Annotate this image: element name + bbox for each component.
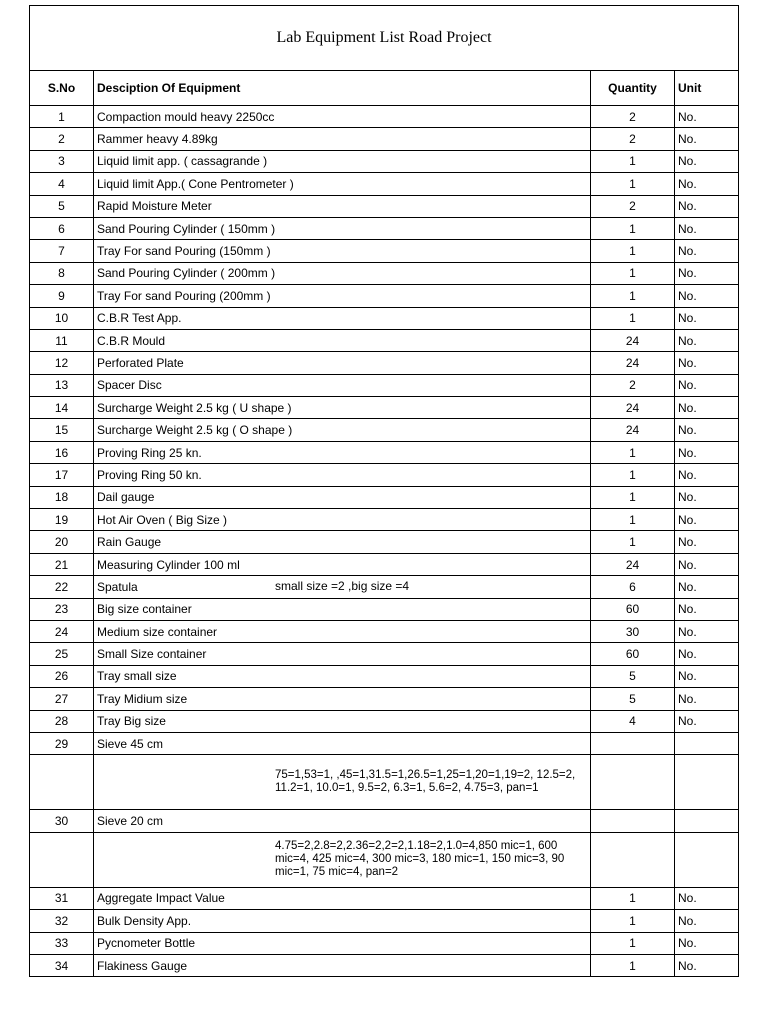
cell-unit: No. bbox=[675, 128, 739, 150]
cell-quantity: 5 bbox=[591, 688, 675, 710]
cell-quantity: 1 bbox=[591, 531, 675, 553]
cell-sno: 30 bbox=[30, 810, 94, 832]
table-row bbox=[30, 732, 739, 754]
cell-unit: No. bbox=[675, 688, 739, 710]
cell-sno: 1 bbox=[30, 106, 94, 128]
cell-sno: 21 bbox=[30, 553, 94, 575]
cell-quantity: 1 bbox=[591, 307, 675, 329]
cell-quantity: 5 bbox=[591, 665, 675, 687]
cell-unit: No. bbox=[675, 150, 739, 172]
cell-sno: 19 bbox=[30, 509, 94, 531]
cell-sno: 26 bbox=[30, 665, 94, 687]
cell-unit: No. bbox=[675, 106, 739, 128]
table-row bbox=[30, 374, 739, 396]
table-row bbox=[30, 240, 739, 262]
cell-unit: No. bbox=[675, 419, 739, 441]
cell-description: Small Size container bbox=[94, 643, 591, 665]
cell-unit: No. bbox=[675, 553, 739, 575]
cell-sno: 15 bbox=[30, 419, 94, 441]
table-row bbox=[30, 910, 739, 932]
cell-description: Spacer Disc bbox=[94, 374, 591, 396]
cell-quantity: 24 bbox=[591, 329, 675, 351]
cell-description: C.B.R Test App. bbox=[94, 307, 591, 329]
table-row bbox=[30, 217, 739, 239]
cell-description: Sand Pouring Cylinder ( 200mm ) bbox=[94, 262, 591, 284]
table-row bbox=[30, 128, 739, 150]
cell-unit: No. bbox=[675, 352, 739, 374]
table-row bbox=[30, 329, 739, 351]
cell-description bbox=[94, 576, 591, 598]
table-row bbox=[30, 688, 739, 710]
sieve-detail-row bbox=[30, 832, 739, 887]
cell-quantity bbox=[591, 810, 675, 832]
cell-sno bbox=[30, 832, 94, 887]
table-row bbox=[30, 262, 739, 284]
cell-quantity: 24 bbox=[591, 397, 675, 419]
cell-sno: 33 bbox=[30, 932, 94, 954]
cell-unit: No. bbox=[675, 576, 739, 598]
cell-description: Bulk Density App. bbox=[94, 910, 591, 932]
cell-sno: 7 bbox=[30, 240, 94, 262]
cell-quantity: 1 bbox=[591, 173, 675, 195]
table-row bbox=[30, 397, 739, 419]
table-body-3 bbox=[30, 887, 739, 977]
cell-quantity: 24 bbox=[591, 553, 675, 575]
cell-sno: 17 bbox=[30, 464, 94, 486]
cell-description: Tray For sand Pouring (150mm ) bbox=[94, 240, 591, 262]
table-row bbox=[30, 150, 739, 172]
table-row bbox=[30, 531, 739, 553]
cell-description bbox=[94, 832, 591, 887]
table-row bbox=[30, 710, 739, 732]
cell-description: Tray Midium size bbox=[94, 688, 591, 710]
cell-quantity: 2 bbox=[591, 128, 675, 150]
cell-quantity: 1 bbox=[591, 910, 675, 932]
cell-unit: No. bbox=[675, 262, 739, 284]
cell-sno: 11 bbox=[30, 329, 94, 351]
table-row bbox=[30, 598, 739, 620]
cell-description: Sieve 45 cm bbox=[94, 732, 591, 754]
equipment-table bbox=[29, 5, 739, 977]
cell-quantity: 1 bbox=[591, 932, 675, 954]
cell-unit: No. bbox=[675, 173, 739, 195]
cell-quantity: 1 bbox=[591, 441, 675, 463]
cell-quantity: 6 bbox=[591, 576, 675, 598]
cell-description: Medium size container bbox=[94, 620, 591, 642]
cell-unit: No. bbox=[675, 887, 739, 909]
cell-quantity: 1 bbox=[591, 954, 675, 976]
cell-quantity: 1 bbox=[591, 262, 675, 284]
cell-sno bbox=[30, 755, 94, 810]
cell-unit: No. bbox=[675, 932, 739, 954]
cell-description: Aggregate Impact Value bbox=[94, 887, 591, 909]
cell-unit bbox=[675, 755, 739, 810]
cell-description: Tray For sand Pouring (200mm ) bbox=[94, 285, 591, 307]
cell-sno: 29 bbox=[30, 732, 94, 754]
cell-unit: No. bbox=[675, 643, 739, 665]
cell-sno: 22 bbox=[30, 576, 94, 598]
cell-sno: 2 bbox=[30, 128, 94, 150]
cell-quantity: 1 bbox=[591, 887, 675, 909]
cell-description: Surcharge Weight 2.5 kg ( O shape ) bbox=[94, 419, 591, 441]
cell-sno: 5 bbox=[30, 195, 94, 217]
cell-quantity: 2 bbox=[591, 106, 675, 128]
table-row bbox=[30, 954, 739, 976]
cell-unit: No. bbox=[675, 710, 739, 732]
cell-sno: 28 bbox=[30, 710, 94, 732]
page-title: Lab Equipment List Road Project bbox=[30, 6, 739, 71]
cell-sno: 12 bbox=[30, 352, 94, 374]
table-row bbox=[30, 576, 739, 598]
cell-unit: No. bbox=[675, 441, 739, 463]
cell-description: Rain Gauge bbox=[94, 531, 591, 553]
cell-sno: 32 bbox=[30, 910, 94, 932]
table-row bbox=[30, 620, 739, 642]
cell-unit: No. bbox=[675, 217, 739, 239]
cell-sno: 24 bbox=[30, 620, 94, 642]
table-row bbox=[30, 441, 739, 463]
cell-sno: 34 bbox=[30, 954, 94, 976]
header-unit: Unit bbox=[675, 71, 739, 106]
table-row bbox=[30, 106, 739, 128]
cell-description: Sieve 20 cm bbox=[94, 810, 591, 832]
table-body-2 bbox=[30, 598, 739, 732]
cell-description bbox=[94, 755, 591, 810]
sieve-45-detail: 75=1,53=1, ,45=1,31.5=1,26.5=1,25=1,20=1,19=2, 12.5=2, 11.2=1, 10.0=1, 9.5=2, 6.3=1, 5.6=2, 4.75=3, pan=1 bbox=[275, 769, 576, 795]
cell-quantity: 4 bbox=[591, 710, 675, 732]
cell-description: Pycnometer Bottle bbox=[94, 932, 591, 954]
cell-description: Dail gauge bbox=[94, 486, 591, 508]
cell-quantity: 1 bbox=[591, 509, 675, 531]
cell-unit: No. bbox=[675, 910, 739, 932]
cell-unit: No. bbox=[675, 509, 739, 531]
cell-unit: No. bbox=[675, 329, 739, 351]
cell-sno: 27 bbox=[30, 688, 94, 710]
cell-sno: 9 bbox=[30, 285, 94, 307]
table-row bbox=[30, 419, 739, 441]
table-row bbox=[30, 307, 739, 329]
cell-sno: 8 bbox=[30, 262, 94, 284]
cell-unit: No. bbox=[675, 397, 739, 419]
cell-unit: No. bbox=[675, 598, 739, 620]
table-row bbox=[30, 173, 739, 195]
table-row bbox=[30, 665, 739, 687]
cell-quantity: 60 bbox=[591, 643, 675, 665]
cell-quantity bbox=[591, 732, 675, 754]
cell-quantity bbox=[591, 755, 675, 810]
cell-quantity: 60 bbox=[591, 598, 675, 620]
table-body-1 bbox=[30, 106, 739, 576]
cell-quantity bbox=[591, 832, 675, 887]
cell-quantity: 1 bbox=[591, 217, 675, 239]
cell-description: Proving Ring 50 kn. bbox=[94, 464, 591, 486]
cell-description: Hot Air Oven ( Big Size ) bbox=[94, 509, 591, 531]
table-row bbox=[30, 810, 739, 832]
cell-description: Surcharge Weight 2.5 kg ( U shape ) bbox=[94, 397, 591, 419]
cell-sno: 6 bbox=[30, 217, 94, 239]
cell-quantity: 1 bbox=[591, 285, 675, 307]
cell-unit: No. bbox=[675, 486, 739, 508]
cell-sno: 13 bbox=[30, 374, 94, 396]
cell-quantity: 1 bbox=[591, 150, 675, 172]
cell-unit: No. bbox=[675, 195, 739, 217]
cell-sno: 25 bbox=[30, 643, 94, 665]
cell-unit bbox=[675, 810, 739, 832]
cell-description: Big size container bbox=[94, 598, 591, 620]
title-row bbox=[30, 6, 739, 71]
cell-sno: 4 bbox=[30, 173, 94, 195]
table-row bbox=[30, 352, 739, 374]
cell-sno: 23 bbox=[30, 598, 94, 620]
header-quantity: Quantity bbox=[591, 71, 675, 106]
cell-sno: 20 bbox=[30, 531, 94, 553]
cell-description: Liquid limit app. ( cassagrande ) bbox=[94, 150, 591, 172]
cell-quantity: 1 bbox=[591, 240, 675, 262]
cell-unit: No. bbox=[675, 620, 739, 642]
cell-sno: 3 bbox=[30, 150, 94, 172]
cell-sno: 31 bbox=[30, 887, 94, 909]
cell-quantity: 2 bbox=[591, 374, 675, 396]
description-text: Spatula bbox=[97, 579, 138, 594]
header-row bbox=[30, 71, 739, 106]
cell-quantity: 24 bbox=[591, 352, 675, 374]
cell-description: Perforated Plate bbox=[94, 352, 591, 374]
cell-quantity: 1 bbox=[591, 486, 675, 508]
cell-quantity: 30 bbox=[591, 620, 675, 642]
cell-quantity: 2 bbox=[591, 195, 675, 217]
table-row bbox=[30, 887, 739, 909]
cell-description: Tray Big size bbox=[94, 710, 591, 732]
cell-quantity: 1 bbox=[591, 464, 675, 486]
cell-sno: 16 bbox=[30, 441, 94, 463]
spatula-note: small size =2 ,big size =4 bbox=[275, 579, 410, 594]
table-row bbox=[30, 486, 739, 508]
cell-sno: 10 bbox=[30, 307, 94, 329]
cell-description: Compaction mould heavy 2250cc bbox=[94, 106, 591, 128]
cell-unit bbox=[675, 832, 739, 887]
table-row bbox=[30, 195, 739, 217]
cell-unit bbox=[675, 732, 739, 754]
table-row bbox=[30, 509, 739, 531]
cell-unit: No. bbox=[675, 531, 739, 553]
cell-description: Flakiness Gauge bbox=[94, 954, 591, 976]
header-sno: S.No bbox=[30, 71, 94, 106]
cell-unit: No. bbox=[675, 285, 739, 307]
cell-description: Proving Ring 25 kn. bbox=[94, 441, 591, 463]
cell-description: Rapid Moisture Meter bbox=[94, 195, 591, 217]
cell-sno: 14 bbox=[30, 397, 94, 419]
header-description: Desciption Of Equipment bbox=[94, 71, 591, 106]
cell-description: Rammer heavy 4.89kg bbox=[94, 128, 591, 150]
cell-description: Measuring Cylinder 100 ml bbox=[94, 553, 591, 575]
cell-unit: No. bbox=[675, 307, 739, 329]
cell-description: Tray small size bbox=[94, 665, 591, 687]
sieve-20-detail: 4.75=2,2.8=2,2.36=2,2=2,1.18=2,1.0=4,850 mic=1, 600 mic=4, 425 mic=4, 300 mic=3, 180 mic=1, 150 mic=3, 90 mic=1, 75 mic=4, pan=2 bbox=[275, 840, 565, 879]
cell-unit: No. bbox=[675, 374, 739, 396]
sieve-detail-row bbox=[30, 755, 739, 810]
cell-quantity: 24 bbox=[591, 419, 675, 441]
cell-unit: No. bbox=[675, 954, 739, 976]
cell-unit: No. bbox=[675, 665, 739, 687]
cell-description: C.B.R Mould bbox=[94, 329, 591, 351]
cell-description: Sand Pouring Cylinder ( 150mm ) bbox=[94, 217, 591, 239]
cell-sno: 18 bbox=[30, 486, 94, 508]
cell-unit: No. bbox=[675, 464, 739, 486]
table-row bbox=[30, 553, 739, 575]
cell-unit: No. bbox=[675, 240, 739, 262]
table-row bbox=[30, 464, 739, 486]
table-row bbox=[30, 932, 739, 954]
cell-description: Liquid limit App.( Cone Pentrometer ) bbox=[94, 173, 591, 195]
table-row bbox=[30, 285, 739, 307]
table-row bbox=[30, 643, 739, 665]
